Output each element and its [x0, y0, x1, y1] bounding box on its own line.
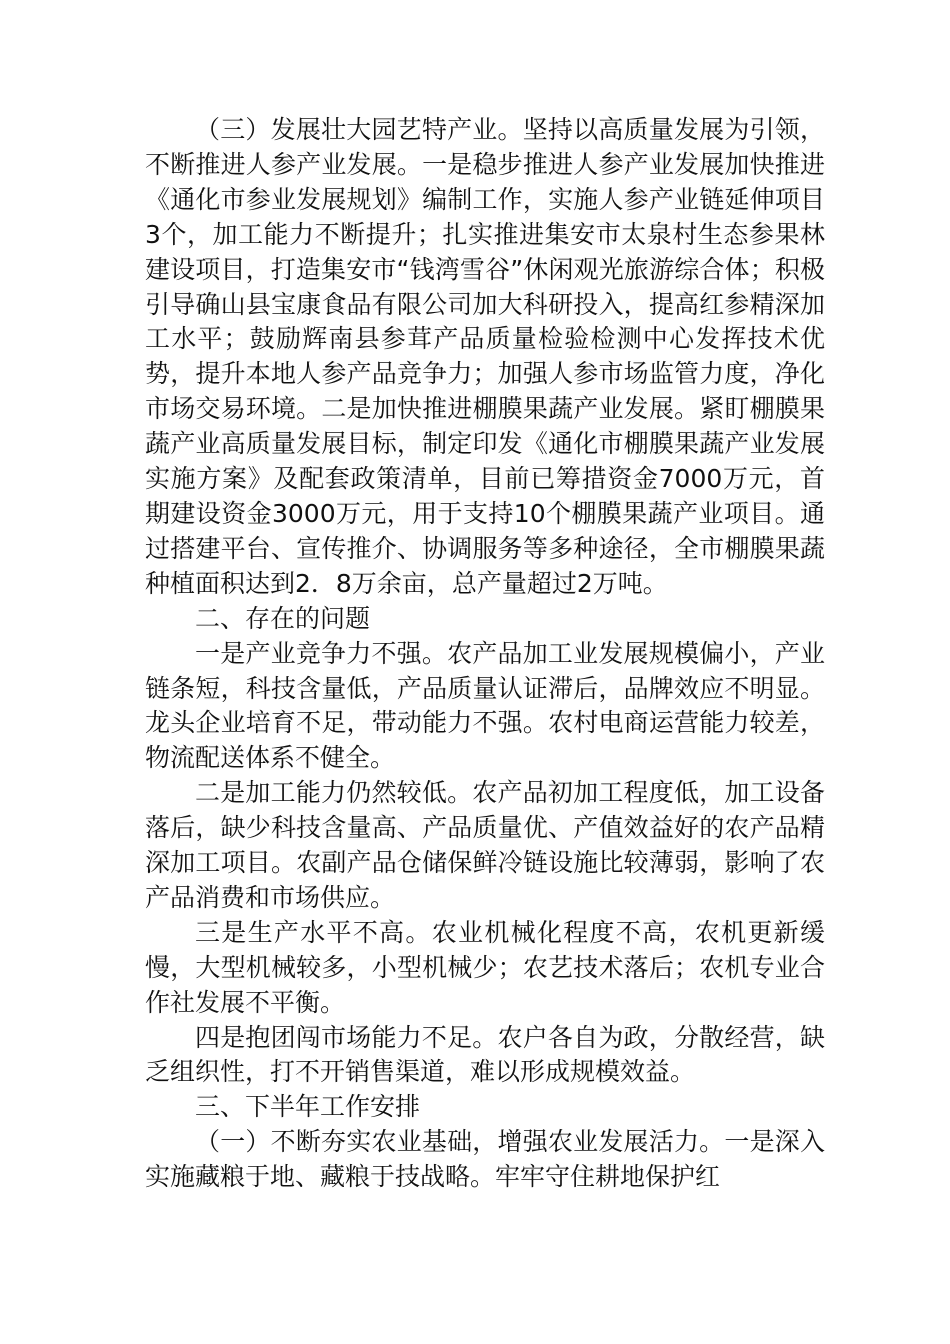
paragraph-horticulture: （三）发展壮大园艺特产业。坚持以高质量发展为引领，不断推进人参产业发展。一是稳步推进人参产业发展加快推进《通化市参业发展规划》编制工作，实施人参产业链延伸项目3个，加工能力不断提升；扎实推进集安市太泉村生态参果林建设项目，打造集安市“钱湾雪谷”休闲观光旅游综合体；积极引导确山县宝康食品有限公司加大科研投入，提高红参精深加工水平；鼓励辉南县参茸产品质量检验检测中心发挥技术优势，提升本地人参产品竞争力；加强人参市场监管力度，净化市场交易环境。二是加快推进棚膜果蔬产业发展。紧盯棚膜果蔬产业高质量发展目标，制定印发《通化市棚膜果蔬产业发展实施方案》及配套政策清单，目前已筹措资金7000万元，首期建设资金3000万元，用于支持10个棚膜果蔬产业项目。通过搭建平台、宣传推介、协调服务等多种途径，全市棚膜果蔬种植面积达到2．8万余亩，总产量超过2万吨。: [145, 115, 825, 598]
section-heading-problems: 二、存在的问题: [195, 603, 371, 633]
paragraph-problem-market: 四是抱团闯市场能力不足。农户各自为政，分散经营，缺乏组织性，打不开销售渠道，难以形成规模效益。: [145, 1022, 825, 1087]
paragraph-problem-competitiveness: 一是产业竞争力不强。农产品加工业发展规模偏小，产业链条短，科技含量低，产品质量认证滞后，品牌效应不明显。龙头企业培育不足，带动能力不强。农村电商运营能力较差，物流配送体系不健全。: [145, 638, 825, 773]
section-heading-plan: 三、下半年工作安排: [195, 1092, 421, 1122]
paragraph-plan-foundation: （一）不断夯实农业基础，增强农业发展活力。一是深入实施藏粮于地、藏粮于技战略。牢牢守住耕地保护红: [145, 1127, 825, 1192]
paragraph-problem-processing: 二是加工能力仍然较低。农产品初加工程度低，加工设备落后，缺少科技含量高、产品质量优、产值效益好的农产品精深加工项目。农副产品仓储保鲜冷链设施比较薄弱，影响了农产品消费和市场供应。: [145, 778, 825, 912]
document-body: [145, 113, 825, 1195]
paragraph-problem-production: 三是生产水平不高。农业机械化程度不高，农机更新缓慢，大型机械较多，小型机械少；农艺技术落后；农机专业合作社发展不平衡。: [145, 917, 825, 1017]
